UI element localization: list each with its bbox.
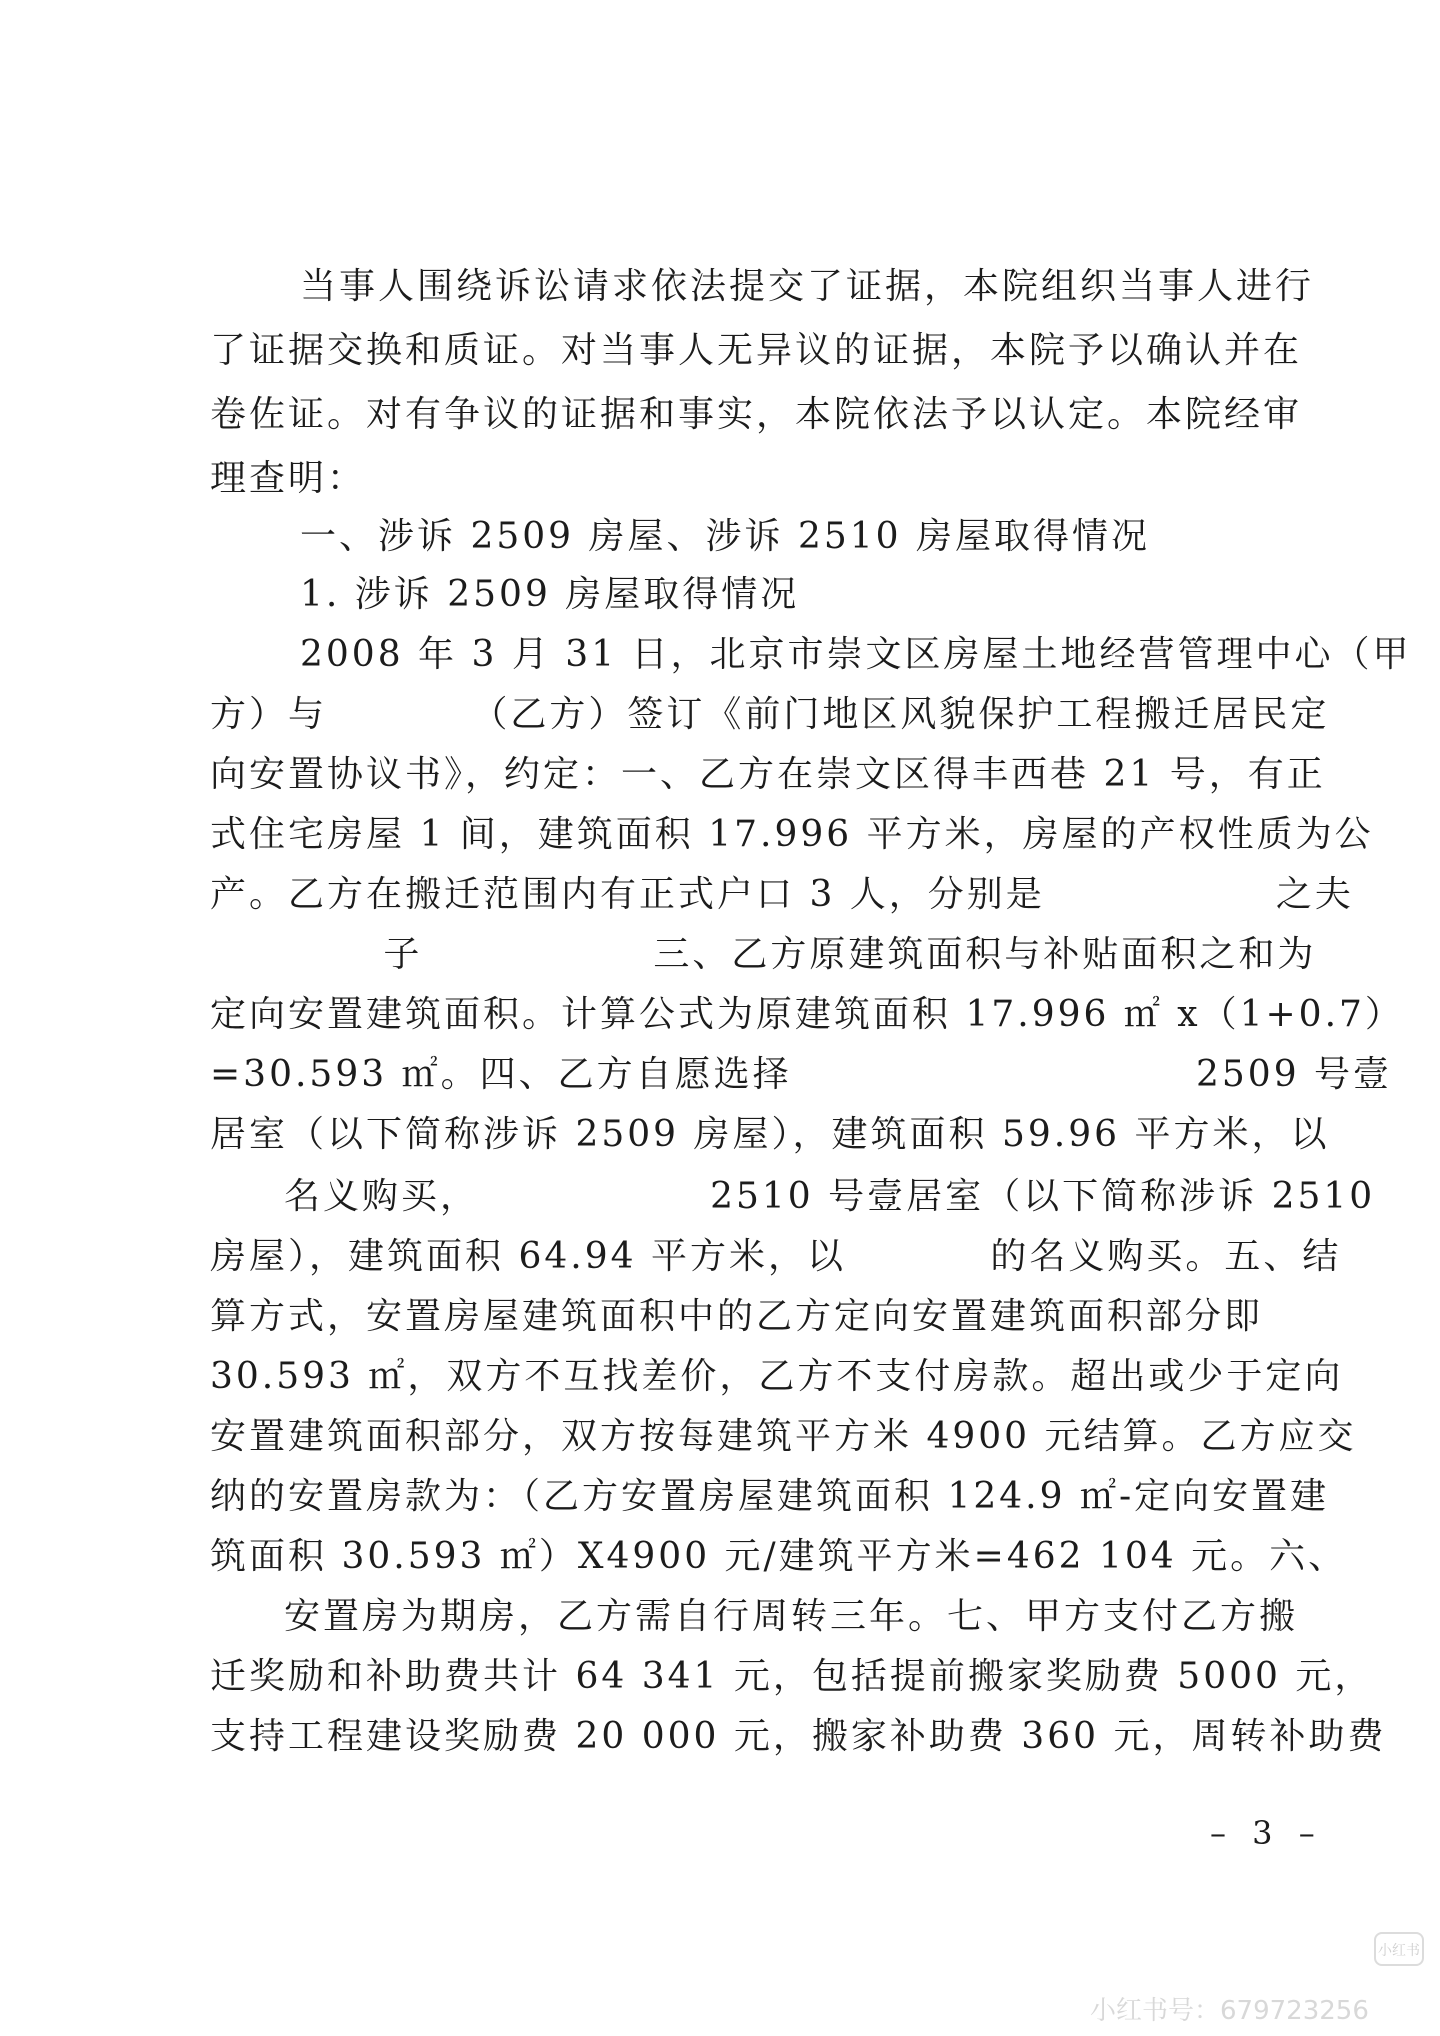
text-line: 定向安置建筑面积。计算公式为原建筑面积 17.996 ㎡ x（1+0.7）: [210, 994, 1404, 1035]
text-line: 纳的安置房款为：（乙方安置房屋建筑面积 124.9 ㎡-定向安置建: [210, 1476, 1330, 1517]
text-line: 名义购买， 2510 号壹居室（以下简称涉诉 2510: [284, 1176, 1376, 1217]
text-line: 产。乙方在搬迁范围内有正式户口 3 人，分别是 之夫: [210, 874, 1354, 915]
text-line: 安置房为期房，乙方需自行周转三年。七、甲方支付乙方搬: [284, 1596, 1299, 1637]
text-line: 了证据交换和质证。对当事人无异议的证据，本院予以确认并在: [210, 330, 1303, 371]
text-line: 迁奖励和补助费共计 64 341 元，包括提前搬家奖励费 5000 元，: [210, 1656, 1374, 1697]
xiaohongshu-logo-icon: 小红书: [1374, 1932, 1424, 1966]
text-line: 当事人围绕诉讼请求依法提交了证据，本院组织当事人进行: [300, 266, 1315, 307]
text-line: =30.593 ㎡。四、乙方自愿选择 2509 号壹: [210, 1054, 1393, 1095]
text-line: 卷佐证。对有争议的证据和事实，本院依法予以认定。本院经审: [210, 394, 1303, 435]
text-line: 支持工程建设奖励费 20 000 元，搬家补助费 360 元，周转补助费: [210, 1716, 1387, 1757]
text-line: 方）与 （乙方）签订《前门地区风貌保护工程搬迁居民定: [210, 694, 1330, 735]
text-line: 2008 年 3 月 31 日，北京市崇文区房屋土地经营管理中心（甲: [300, 634, 1412, 675]
text-line: 向安置协议书》，约定：一、乙方在崇文区得丰西巷 21 号，有正: [210, 754, 1326, 795]
text-line: 筑面积 30.593 ㎡）X4900 元/建筑平方米=462 104 元。六、: [210, 1536, 1348, 1577]
page-number: – 3 –: [1210, 1814, 1323, 1852]
text-line: 房屋），建筑面积 64.94 平方米，以 的名义购买。五、结: [210, 1236, 1342, 1277]
text-line: 子 三、乙方原建筑面积与补贴面积之和为: [210, 934, 1317, 975]
section-heading: 一、涉诉 2509 房屋、涉诉 2510 房屋取得情况: [300, 516, 1151, 557]
text-line: 算方式，安置房屋建筑面积中的乙方定向安置建筑面积部分即: [210, 1296, 1264, 1337]
subsection-heading: 1. 涉诉 2509 房屋取得情况: [300, 574, 800, 615]
text-line: 式住宅房屋 1 间，建筑面积 17.996 平方米，房屋的产权性质为公: [210, 814, 1374, 855]
text-line: 理查明：: [210, 458, 367, 499]
text-line: 居室（以下简称涉诉 2509 房屋），建筑面积 59.96 平方米，以: [210, 1114, 1330, 1155]
text-line: 安置建筑面积部分，双方按每建筑平方米 4900 元结算。乙方应交: [210, 1416, 1357, 1457]
text-line: 30.593 ㎡，双方不互找差价，乙方不支付房款。超出或少于定向: [210, 1356, 1344, 1397]
watermark: 小红书号：679723256: [1090, 1996, 1369, 2026]
